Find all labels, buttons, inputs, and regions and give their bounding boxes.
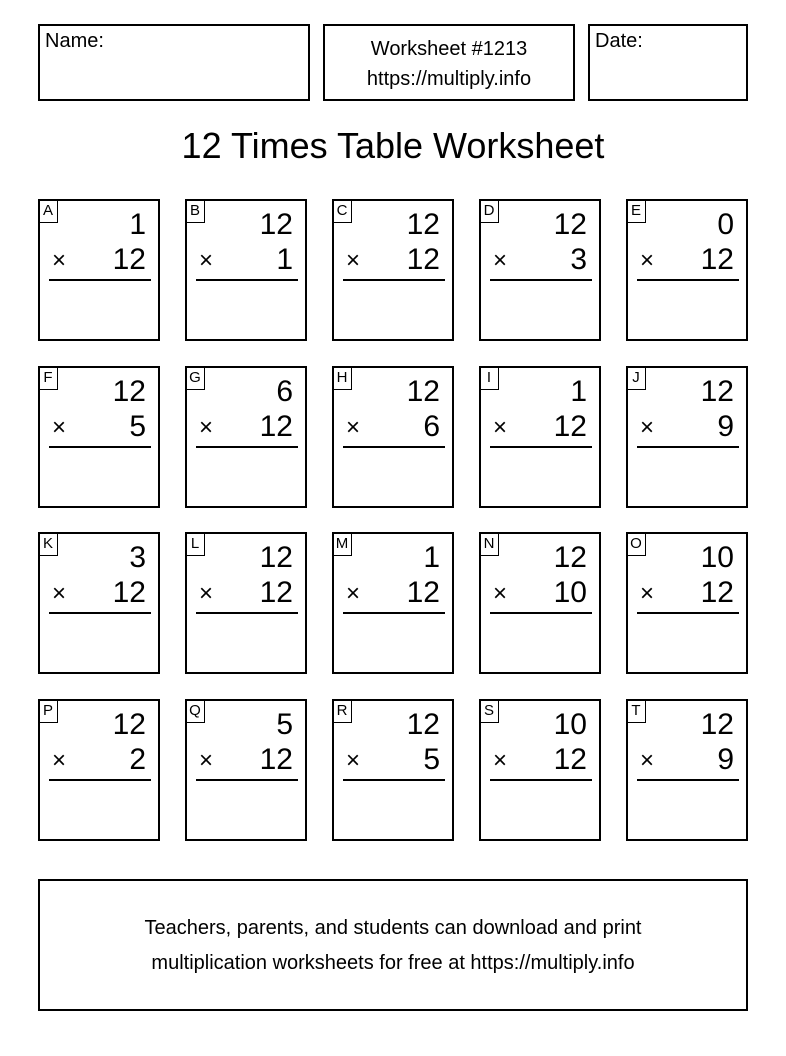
problem-top-number: 12 (406, 208, 440, 241)
problem-card (38, 199, 160, 341)
problem-bottom-number: 12 (259, 410, 293, 443)
problem-bottom-number: 3 (570, 243, 587, 276)
multiply-sign: × (52, 580, 67, 607)
problem-card (185, 532, 307, 674)
answer-line (490, 446, 592, 448)
answer-line (196, 779, 298, 781)
problem-top-number: 6 (276, 375, 293, 408)
problem-bottom-number: 1 (276, 243, 293, 276)
problem-top-number: 5 (276, 708, 293, 741)
multiply-sign: × (493, 247, 508, 274)
problem-top-number: 1 (570, 375, 587, 408)
problem-card (38, 532, 160, 674)
problem-bottom-number: 2 (129, 743, 146, 776)
problem-bottom-number: 5 (423, 743, 440, 776)
problem-label: M (332, 532, 352, 556)
answer-line (49, 779, 151, 781)
answer-line (196, 612, 298, 614)
problem-label: C (332, 199, 352, 223)
answer-line (490, 612, 592, 614)
problem-top-number: 12 (553, 541, 587, 574)
problem-bottom-number: 5 (129, 410, 146, 443)
problem-top-number: 12 (112, 708, 146, 741)
problem-top-number: 12 (700, 375, 734, 408)
problem-label: P (38, 699, 58, 723)
problem-card (185, 199, 307, 341)
problem-card (185, 699, 307, 841)
problem-label: J (626, 366, 646, 390)
answer-line (490, 279, 592, 281)
problem-label: O (626, 532, 646, 556)
problem-bottom-number: 12 (112, 243, 146, 276)
worksheet-number: Worksheet #1213 (370, 38, 528, 60)
problem-top-number: 12 (112, 375, 146, 408)
problem-top-number: 12 (700, 708, 734, 741)
problem-top-number: 1 (129, 208, 146, 241)
problem-label: S (479, 699, 499, 723)
answer-line (196, 279, 298, 281)
multiply-sign: × (52, 247, 67, 274)
problem-top-number: 1 (423, 541, 440, 574)
multiply-sign: × (346, 414, 361, 441)
answer-line (343, 446, 445, 448)
answer-line (343, 612, 445, 614)
problem-top-number: 12 (406, 375, 440, 408)
multiply-sign: × (640, 247, 655, 274)
problem-label: D (479, 199, 499, 223)
problem-label: N (479, 532, 499, 556)
multiply-sign: × (640, 747, 655, 774)
problem-label: H (332, 366, 352, 390)
answer-line (343, 279, 445, 281)
problem-card (626, 699, 748, 841)
date-label: Date: (595, 30, 643, 52)
problem-top-number: 3 (129, 541, 146, 574)
name-label: Name: (45, 30, 104, 52)
problem-label: B (185, 199, 205, 223)
problem-card (479, 366, 601, 508)
multiply-sign: × (199, 580, 214, 607)
problem-card (626, 532, 748, 674)
answer-line (49, 612, 151, 614)
multiply-sign: × (52, 747, 67, 774)
problem-label: G (185, 366, 205, 390)
problem-bottom-number: 12 (553, 410, 587, 443)
problem-label: I (479, 366, 499, 390)
problem-label: F (38, 366, 58, 390)
problem-label: T (626, 699, 646, 723)
multiply-sign: × (493, 747, 508, 774)
answer-line (196, 446, 298, 448)
date-field[interactable] (588, 24, 748, 101)
answer-line (637, 779, 739, 781)
problem-card (332, 532, 454, 674)
problem-top-number: 0 (717, 208, 734, 241)
footer-line-1: Teachers, parents, and students can download and print (144, 917, 642, 939)
footer-line-2: multiplication worksheets for free at https://multiply.info (151, 952, 635, 974)
problem-card (626, 366, 748, 508)
multiply-sign: × (640, 414, 655, 441)
problem-bottom-number: 9 (717, 410, 734, 443)
problem-bottom-number: 9 (717, 743, 734, 776)
problem-bottom-number: 12 (112, 576, 146, 609)
multiply-sign: × (346, 247, 361, 274)
problem-bottom-number: 12 (700, 243, 734, 276)
problem-label: A (38, 199, 58, 223)
problem-card (479, 199, 601, 341)
multiply-sign: × (346, 580, 361, 607)
worksheet-url: https://multiply.info (366, 68, 532, 90)
problem-top-number: 12 (259, 208, 293, 241)
problem-card (38, 366, 160, 508)
multiply-sign: × (640, 580, 655, 607)
problem-card (38, 699, 160, 841)
answer-line (490, 779, 592, 781)
problem-top-number: 12 (259, 541, 293, 574)
problem-card (626, 199, 748, 341)
problem-label: K (38, 532, 58, 556)
problem-card (479, 699, 601, 841)
problem-top-number: 10 (553, 708, 587, 741)
problem-card (332, 699, 454, 841)
problem-bottom-number: 12 (553, 743, 587, 776)
answer-line (343, 779, 445, 781)
problem-bottom-number: 6 (423, 410, 440, 443)
problem-top-number: 12 (406, 708, 440, 741)
problem-card (185, 366, 307, 508)
problem-top-number: 10 (700, 541, 734, 574)
page-title: 12 Times Table Worksheet (181, 125, 605, 166)
answer-line (637, 612, 739, 614)
problem-card (332, 199, 454, 341)
problem-bottom-number: 12 (406, 243, 440, 276)
problem-bottom-number: 12 (259, 576, 293, 609)
answer-line (637, 279, 739, 281)
worksheet-info-box (323, 24, 575, 101)
problem-label: L (185, 532, 205, 556)
answer-line (49, 279, 151, 281)
multiply-sign: × (199, 747, 214, 774)
problem-bottom-number: 10 (553, 576, 587, 609)
problem-card (332, 366, 454, 508)
multiply-sign: × (493, 414, 508, 441)
multiply-sign: × (52, 414, 67, 441)
problem-bottom-number: 12 (700, 576, 734, 609)
problem-top-number: 12 (553, 208, 587, 241)
problem-bottom-number: 12 (259, 743, 293, 776)
problem-label: E (626, 199, 646, 223)
multiply-sign: × (199, 247, 214, 274)
answer-line (49, 446, 151, 448)
multiply-sign: × (199, 414, 214, 441)
problem-label: Q (185, 699, 205, 723)
answer-line (637, 446, 739, 448)
problem-card (479, 532, 601, 674)
multiply-sign: × (493, 580, 508, 607)
problem-bottom-number: 12 (406, 576, 440, 609)
multiply-sign: × (346, 747, 361, 774)
name-field[interactable] (38, 24, 310, 101)
footer-box (38, 879, 748, 1011)
problem-label: R (332, 699, 352, 723)
